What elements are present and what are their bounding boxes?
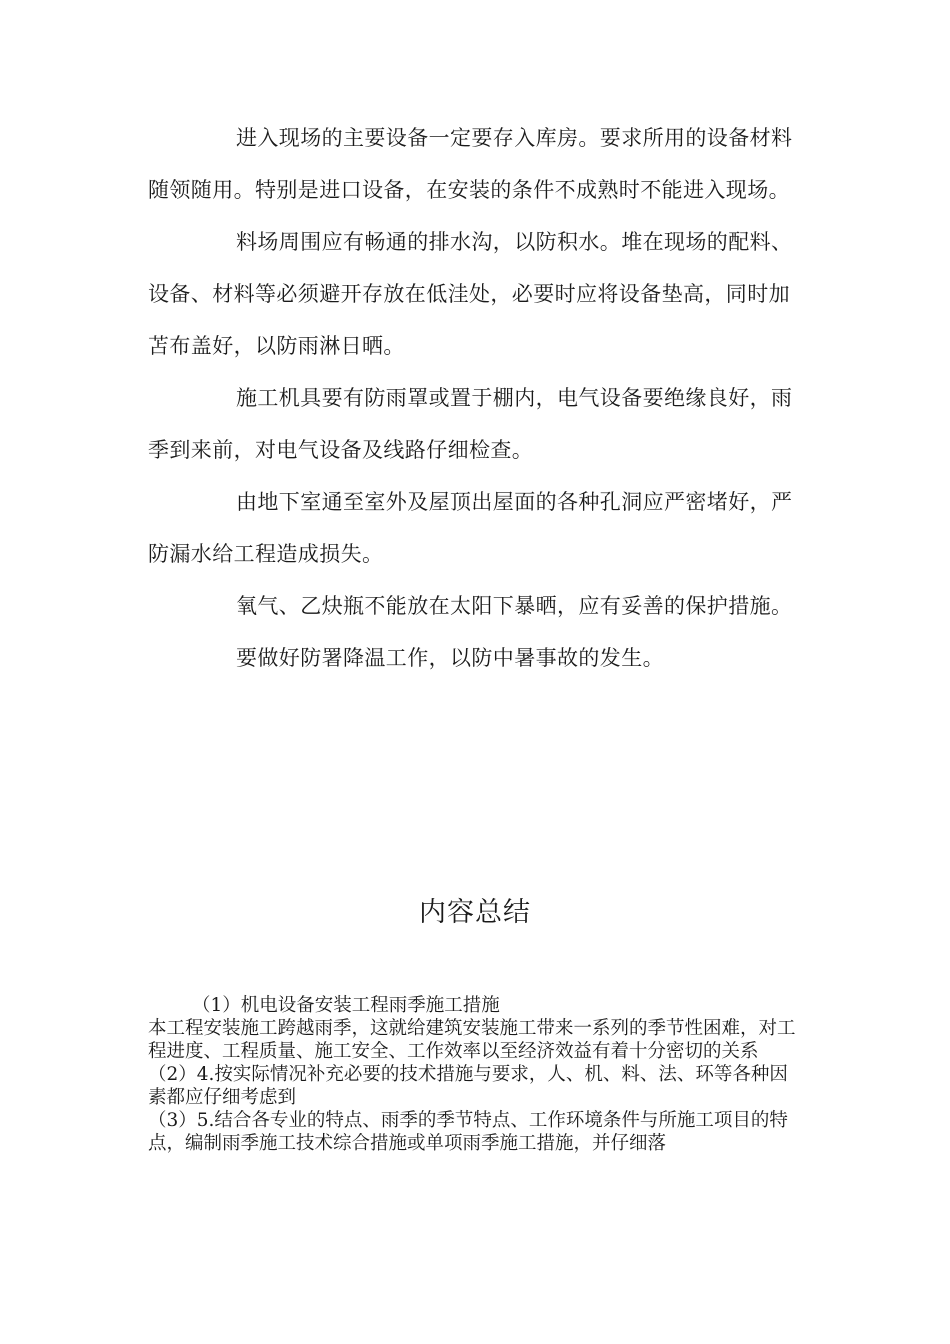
paragraph-heat-prevention: 要做好防署降温工作，以防中暑事故的发生。 [236,646,664,670]
paragraph-machinery-protection: 施工机具要有防雨罩或置于棚内，电气设备要绝缘良好，雨季到来前，对电气设备及线路仔细检查。 [148,386,793,462]
summary-heading: （1）机电设备安装工程雨季施工措施 [192,995,500,1016]
summary-item-1: 本工程安装施工跨越雨季，这就给建筑安装施工带来一系列的季节性困难，对工程进度、工程质量、施工安全、工作效率以至经济效益有着十分密切的关系 [148,1018,796,1062]
summary-item-2: （2）4.按实际情况补充必要的技术措施与要求，人、机、料、法、环等各种因素都应仔细考虑到 [148,1064,788,1108]
summary-item-3: （3）5.结合各专业的特点、雨季的季节特点、工作环境条件与所施工项目的特点，编制雨季施工技术综合措施或单项雨季施工措施，并仔细落 [148,1110,788,1154]
paragraph-gas-cylinders: 氧气、乙炔瓶不能放在太阳下暴晒，应有妥善的保护措施。 [236,594,793,618]
paragraph-basement-openings: 由地下室通至室外及屋顶出屋面的各种孔洞应严密堵好，严防漏水给工程造成损失。 [148,490,793,566]
paragraph-equipment-storage: 进入现场的主要设备一定要存入库房。要求所用的设备材料随领随用。特别是进口设备，在安装的条件不成熟时不能进入现场。 [148,126,793,202]
paragraph-block [148,112,798,684]
summary-title: 内容总结 [419,897,531,928]
summary-section [148,994,800,1155]
paragraph-material-yard: 料场周围应有畅通的排水沟，以防积水。堆在现场的配料、设备、材料等必须避开存放在低洼处，必要时应将设备垫高，同时加苫布盖好，以防雨淋日晒。 [148,230,793,358]
